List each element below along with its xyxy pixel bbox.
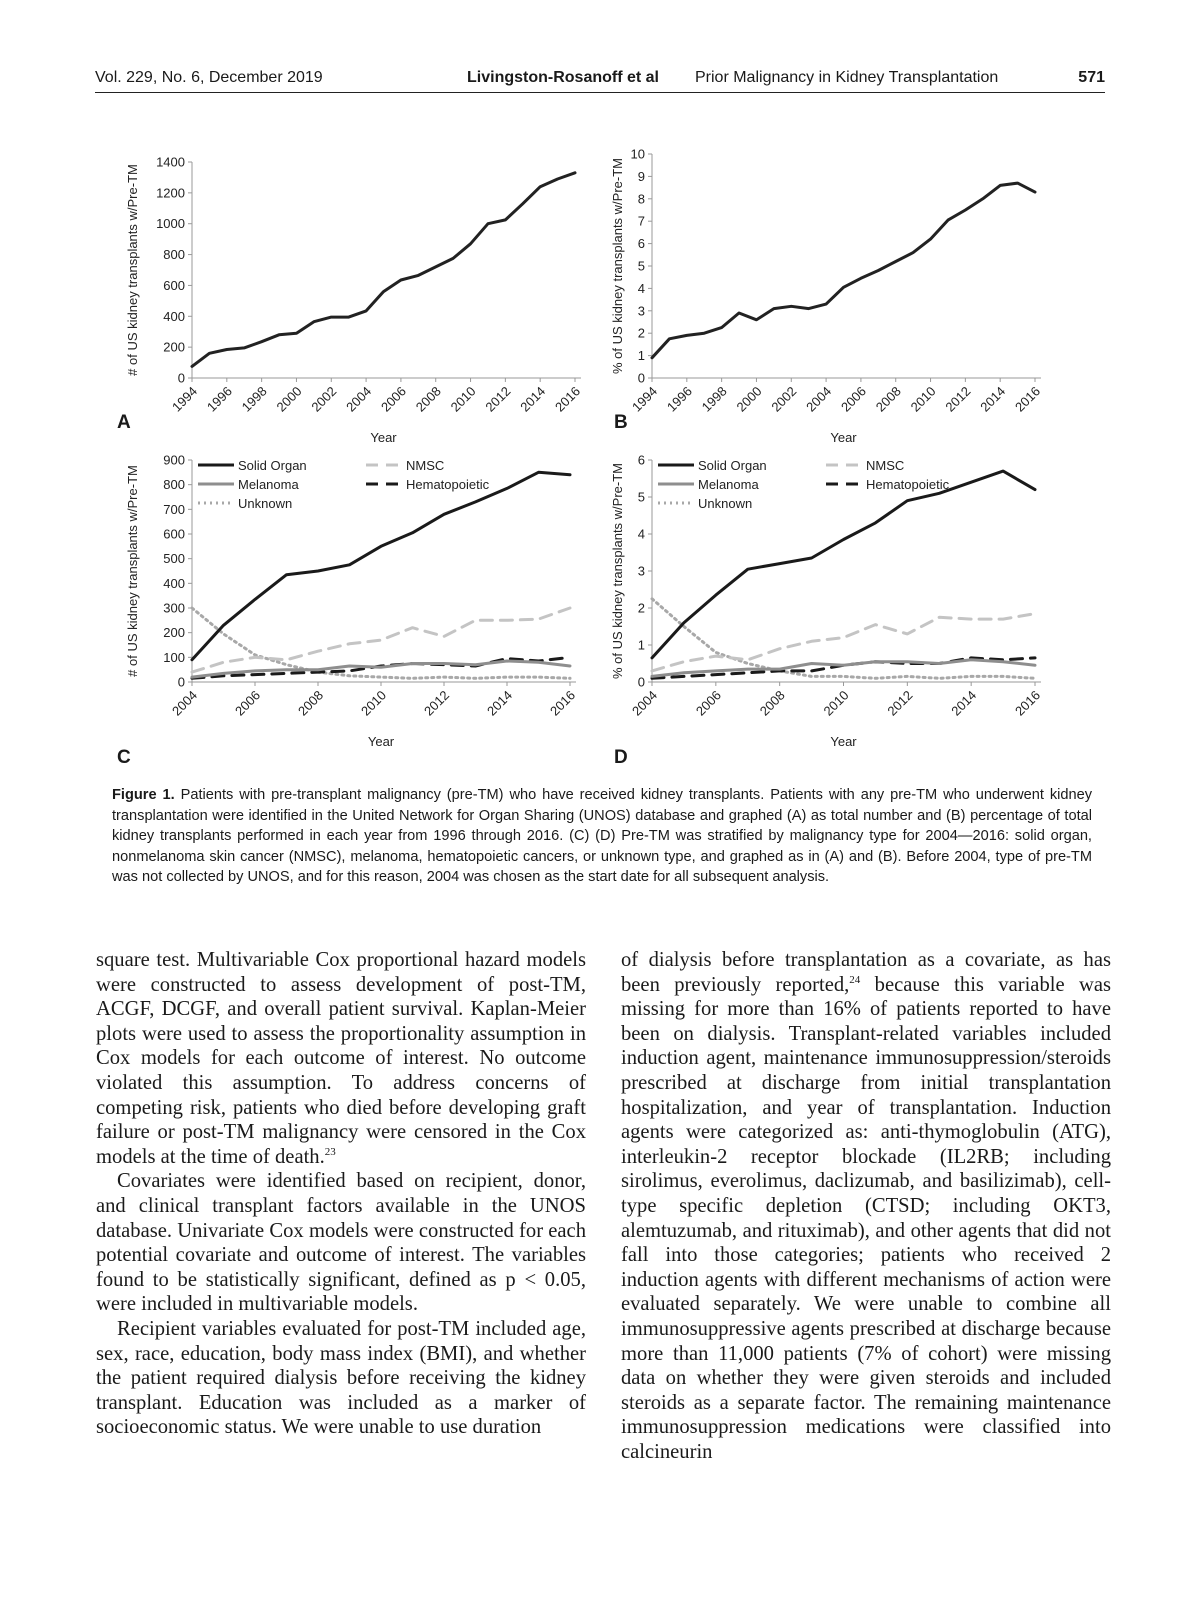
y-tick-label: 600 — [163, 526, 185, 542]
x-tick-label: 2016 — [547, 687, 579, 719]
legend-label: Melanoma — [698, 477, 759, 492]
x-tick-label: 1994 — [629, 383, 661, 415]
x-tick-label: 2008 — [295, 687, 327, 719]
figure-caption — [112, 785, 1092, 888]
y-tick-label: 5 — [637, 258, 645, 274]
y-tick-label: 0 — [637, 674, 645, 690]
y-tick-label: 700 — [163, 501, 185, 517]
running-header — [95, 66, 1105, 93]
x-tick-label: 2004 — [803, 383, 835, 415]
series-line-pre-tm — [652, 183, 1035, 358]
x-tick-label: 2000 — [733, 383, 765, 415]
y-tick-label: 200 — [163, 339, 185, 355]
axes — [156, 155, 583, 415]
x-tick-label: 1996 — [203, 383, 235, 415]
x-tick-label: 2006 — [692, 687, 724, 719]
legend — [198, 458, 490, 511]
panel-letter-a: A — [117, 412, 131, 433]
page-number: 571 — [1078, 69, 1105, 86]
running-title: Prior Malignancy in Kidney Transplantation — [695, 69, 999, 86]
y-axis-title: # of US kidney transplants w/Pre-TM — [125, 164, 140, 376]
legend-label: NMSC — [866, 458, 905, 473]
x-tick-label: 2006 — [837, 383, 870, 415]
panel-letter-d: D — [614, 747, 628, 768]
x-tick-label: 2002 — [308, 383, 340, 415]
y-tick-label: 8 — [637, 191, 645, 207]
x-axis-title: Year — [367, 734, 395, 749]
y-tick-label: 200 — [163, 625, 185, 641]
x-tick-label: 2008 — [412, 383, 444, 415]
paragraph — [96, 1169, 586, 1317]
series-line-melanoma — [192, 661, 570, 677]
y-tick-label: 900 — [163, 452, 185, 468]
paragraph-text: of dialysis before transplantation as a covariate, as has been previously reported, — [621, 949, 1111, 996]
legend-label: Hematopoietic — [866, 477, 950, 492]
x-tick-label: 2010 — [358, 687, 390, 719]
paragraph-text: Recipient variables evaluated for post-TM included age, sex, race, education, body mass index (BMI), and whether the patient required dialysis before receiving the kidney transplant. Education was included as a marker of socioeconomic status. We were unable to use duration — [96, 1317, 586, 1439]
panel-letter-b: B — [614, 412, 628, 433]
caption-text: Patients with pre-transplant malignancy (pre-TM) who have received kidney transplants. Patients with any pre-TM who underwent kidney transplantation were identified in the United Network for Organ Sharing (UNOS) database and graphed (A) as total number and (B) percentage of total kidney transplants performed in each year from 1996 through 2016. (C) (D) Pre-TM was stratified by malignancy type for 2004—2016: solid organ, nonmelanoma skin cancer (NMSC), melanoma, hematopoietic cancers, or unknown type, and graphed as in (A) and (B). Before 2004, type of pre-TM was not collected by UNOS, and for this reason, 2004 was chosen as the start date for all subsequent analysis. — [112, 787, 1093, 885]
legend-label: Melanoma — [238, 477, 299, 492]
y-tick-label: 7 — [637, 213, 645, 229]
x-tick-label: 2012 — [942, 383, 974, 415]
y-tick-label: 0 — [177, 370, 185, 386]
x-tick-label: 2010 — [907, 383, 939, 415]
chart-panel-a — [120, 150, 610, 460]
series-line-melanoma — [652, 660, 1035, 677]
y-tick-label: 1000 — [156, 216, 185, 232]
y-tick-label: 6 — [637, 452, 645, 468]
y-axis-title: # of US kidney transplants w/Pre-TM — [125, 465, 140, 677]
x-axis-title: Year — [370, 430, 397, 445]
legend-label: NMSC — [406, 458, 445, 473]
x-tick-label: 1998 — [238, 383, 270, 415]
paragraph-text: square test. Multivariable Cox proportional hazard models were constructed to assess development of post-TM, ACGF, DCGF, and overall patient survival. Kaplan-Meier plots were used to assess the proportionality assumption in Cox models for each outcome of interest. No outcome violated this assumption. To address concerns of competing risk, patients who died before developing graft failure or post-TM malignancy were censored in the Cox models at the time of death. — [96, 949, 586, 1168]
legend-label: Unknown — [698, 496, 753, 511]
x-tick-label: 2006 — [377, 383, 410, 415]
y-axis-title: % of US kidney transplants w/Pre-TM — [610, 157, 625, 375]
y-tick-label: 2 — [637, 600, 645, 616]
x-tick-label: 2004 — [169, 687, 201, 719]
caption-label: Figure 1. — [112, 787, 175, 803]
y-tick-label: 4 — [637, 280, 645, 296]
paragraph — [621, 948, 1111, 1464]
chart-panel-c — [120, 452, 610, 775]
x-axis-title: Year — [830, 430, 857, 445]
x-axis-title: Year — [830, 734, 857, 749]
y-tick-label: 3 — [637, 563, 645, 579]
x-tick-label: 1996 — [663, 383, 695, 415]
x-tick-label: 2016 — [1012, 383, 1044, 415]
x-tick-label: 2014 — [977, 383, 1009, 415]
body-column-right — [621, 948, 1111, 1464]
x-tick-label: 2000 — [273, 383, 305, 415]
y-tick-label: 1 — [637, 348, 645, 364]
y-tick-label: 300 — [163, 600, 185, 616]
paragraph — [96, 1317, 586, 1440]
x-tick-label: 2012 — [421, 687, 453, 719]
y-tick-label: 10 — [630, 146, 645, 162]
y-tick-label: 0 — [637, 370, 645, 386]
legend-label: Solid Organ — [238, 458, 307, 473]
legend-label: Unknown — [238, 496, 293, 511]
y-tick-label: 0 — [177, 674, 185, 690]
x-tick-label: 2006 — [232, 687, 264, 719]
reference-superscript: 24 — [849, 973, 861, 986]
y-tick-label: 1 — [637, 637, 645, 653]
x-tick-label: 2002 — [768, 383, 800, 415]
y-tick-label: 1400 — [156, 154, 185, 170]
journal-volume: Vol. 229, No. 6, December 2019 — [95, 69, 323, 86]
axes — [629, 147, 1043, 415]
y-tick-label: 400 — [163, 308, 185, 324]
paragraph-text: Covariates were identified based on recipient, donor, and clinical transplant factors available in the UNOS database. Univariate Cox models were constructed for each potential covariate and outcome of interest. The variables found to be statistically significant, defined as p < 0.05, were included in multivariable models. — [96, 1170, 586, 1316]
y-tick-label: 3 — [637, 303, 645, 319]
axes — [163, 453, 578, 719]
y-tick-label: 800 — [163, 477, 185, 493]
y-tick-label: 400 — [163, 575, 185, 591]
x-tick-label: 2010 — [820, 687, 852, 719]
legend-label: Solid Organ — [698, 458, 767, 473]
x-tick-label: 1998 — [698, 383, 730, 415]
x-tick-label: 2008 — [756, 687, 788, 719]
paragraph-text: because this variable was missing for more than 16% of patients reported to have been on dialysis. Transplant-related variables included induction agent, maintenance immunosuppression/steroids prescribed at discharge from initial transplantation hospitalization, and year of transplantation. Induction agents were categorized as: anti-thymoglobulin (ATG), interleukin-2 receptor blockade (IL2RB; including sirolimus, everolimus, daclizumab, and basilizimab), cell-type specific depletion (CTSD; including OKT3, alemtuzumab, and rituximab), and other agents that did not fall into those categories; patients who received 2 induction agents with different mechanisms of action were evaluated separately. We were unable to combine all immunosuppressive agents prescribed at discharge because more than 11,000 patients (7% of cohort) were missing data on whether they were given steroids and included steroids as a separate factor. The remaining maintenance immunosuppression medications were classified into calcineurin — [621, 973, 1111, 1463]
y-axis-title: % of US kidney transplants w/Pre-TM — [610, 462, 625, 680]
reference-superscript: 23 — [324, 1145, 336, 1158]
y-tick-label: 4 — [637, 526, 645, 542]
x-tick-label: 2004 — [629, 687, 661, 719]
series-line-pre-tm — [192, 173, 575, 367]
author-line: Livingston-Rosanoff et al — [467, 69, 659, 86]
x-tick-label: 2014 — [484, 687, 516, 719]
y-tick-label: 600 — [163, 277, 185, 293]
x-tick-label: 2014 — [948, 687, 980, 719]
paragraph — [96, 948, 586, 1169]
x-tick-label: 1994 — [169, 383, 201, 415]
x-tick-label: 2008 — [872, 383, 904, 415]
y-tick-label: 800 — [163, 247, 185, 263]
x-tick-label: 2014 — [517, 383, 549, 415]
y-tick-label: 1200 — [156, 185, 185, 201]
x-tick-label: 2016 — [1012, 687, 1044, 719]
body-column-left — [96, 948, 586, 1440]
x-tick-label: 2016 — [552, 383, 584, 415]
x-tick-label: 2010 — [447, 383, 479, 415]
x-tick-label: 2012 — [482, 383, 514, 415]
y-tick-label: 500 — [163, 551, 185, 567]
y-tick-label: 5 — [637, 489, 645, 505]
x-tick-label: 2004 — [343, 383, 375, 415]
y-tick-label: 100 — [163, 649, 185, 665]
legend-label: Hematopoietic — [406, 477, 490, 492]
y-tick-label: 2 — [637, 325, 645, 341]
y-tick-label: 6 — [637, 236, 645, 252]
axes — [629, 453, 1043, 719]
panel-letter-c: C — [117, 747, 131, 768]
x-tick-label: 2012 — [884, 687, 916, 719]
chart-panel-b — [605, 146, 1095, 460]
y-tick-label: 9 — [637, 168, 645, 184]
chart-panel-d — [605, 452, 1095, 775]
series-line-nmsc — [652, 614, 1035, 671]
